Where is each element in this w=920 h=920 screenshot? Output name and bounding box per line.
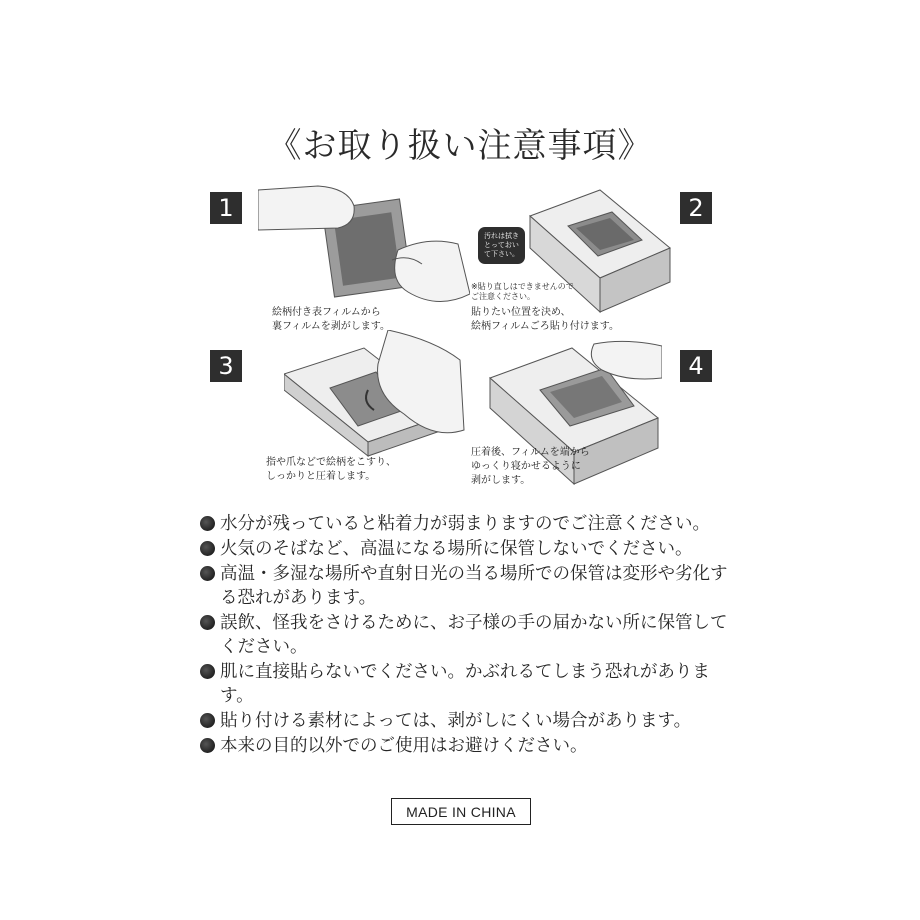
bullet-icon bbox=[200, 615, 215, 630]
caution-item bbox=[200, 562, 740, 610]
caution-text: 本来の目的以外でのご使用はお避けください。 bbox=[220, 736, 588, 756]
step-3-illustration bbox=[284, 330, 469, 460]
step-4-caption: 圧着後、フィルムを端から ゆっくり寝かせるように 剥がします。 bbox=[471, 447, 590, 486]
page-title: 《お取り扱い注意事項》 bbox=[267, 126, 653, 166]
step-2-tip-bubble: 汚れは拭き とっておい て下さい。 bbox=[478, 227, 525, 264]
step-3-number: 3 bbox=[210, 350, 242, 382]
caution-text: 貼り付ける素材によっては、剥がしにくい場合があります。 bbox=[220, 711, 692, 731]
caution-item bbox=[200, 660, 740, 708]
step-2-number: 2 bbox=[680, 192, 712, 224]
caution-text: 肌に直接貼らないでください。かぶれるてしまう恐れがあります。 bbox=[220, 662, 710, 706]
caution-item bbox=[200, 611, 740, 659]
caution-text: 高温・多湿な場所や直射日光の当る場所での保管は変形や劣化する恐れがあります。 bbox=[220, 564, 728, 608]
caution-item bbox=[200, 537, 740, 561]
caution-text: 誤飲、怪我をさけるために、お子様の手の届かない所に保管してください。 bbox=[220, 613, 728, 657]
caution-item bbox=[200, 512, 740, 536]
bullet-icon bbox=[200, 566, 215, 581]
caution-item bbox=[200, 734, 740, 758]
bullet-icon bbox=[200, 738, 215, 753]
step-1-number: 1 bbox=[210, 192, 242, 224]
bullet-icon bbox=[200, 516, 215, 531]
bullet-icon bbox=[200, 713, 215, 728]
step-1-caption: 絵柄付き表フィルムから 裏フィルムを剥がします。 bbox=[272, 307, 390, 332]
caution-item bbox=[200, 709, 740, 733]
caution-text: 火気のそばなど、高温になる場所に保管しないでください。 bbox=[220, 539, 693, 559]
step-1-illustration bbox=[258, 184, 470, 314]
bullet-icon bbox=[200, 541, 215, 556]
bullet-icon bbox=[200, 664, 215, 679]
made-in-label: MADE IN CHINA bbox=[391, 798, 531, 825]
step-2-warning-note: ※貼り直しはできませんので ご注意ください。 bbox=[471, 282, 574, 301]
caution-text: 水分が残っていると粘着力が弱まりますのでご注意ください。 bbox=[220, 514, 710, 534]
step-2-caption: 貼りたい位置を決め、 絵柄フィルムごろ貼り付けます。 bbox=[471, 307, 619, 332]
step-3-caption: 指や爪などで絵柄をこすり、 しっかりと圧着します。 bbox=[266, 457, 396, 482]
step-4-number: 4 bbox=[680, 350, 712, 382]
caution-list bbox=[200, 512, 740, 759]
